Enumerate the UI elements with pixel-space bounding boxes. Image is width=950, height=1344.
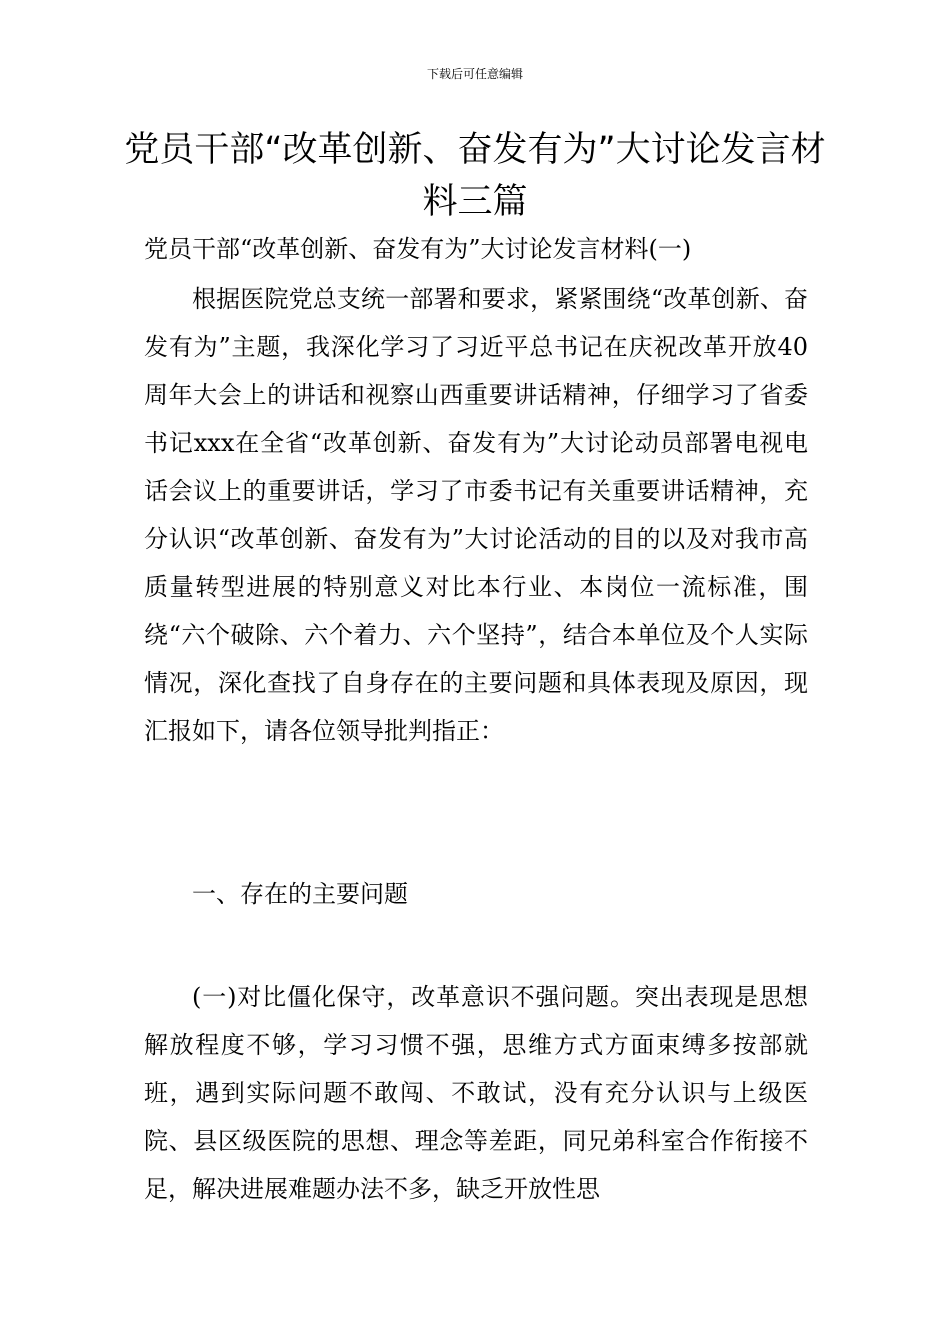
intro-paragraph: 根据医院党总支统一部署和要求，紧紧围绕“改革创新、奋发有为”主题，我深化学习了习近平总书记在庆祝改革开放40周年大会上的讲话和视察山西重要讲话精神，仔细学习了省委书记xxx在全省“改革创新、奋发有为”大讨论动员部署电视电话会议上的重要讲话，学习了市委书记有关重要讲话精神，充分认识“改革创新、奋发有为”大讨论活动的目的以及对我市高质量转型进展的特别意义对比本行业、本岗位一流标准，围绕“六个破除、六个着力、六个坚持”，结合本单位及个人实际情况，深化查找了自身存在的主要问题和具体表现及原因，现汇报如下，请各位领导批判指正：: [144, 285, 808, 745]
item-paragraph-1: (一)对比僵化保守，改革意识不强问题。突出表现是思想解放程度不够，学习习惯不强，思维方式方面束缚多按部就班，遇到实际问题不敢闯、不敢试，没有充分认识与上级医院、县区级医院的思想、理念等差距，同兄弟科室合作衔接不足，解决进展难题办法不多，缺乏开放性思: [144, 983, 808, 1203]
document-title: 党员干部“改革创新、奋发有为”大讨论发言材料三篇: [124, 130, 826, 222]
header-note: 下载后可任意编辑: [426, 67, 523, 81]
section-subtitle: 党员干部“改革创新、奋发有为”大讨论发言材料(一): [144, 235, 692, 263]
section-heading: 一、存在的主要问题: [192, 880, 408, 908]
